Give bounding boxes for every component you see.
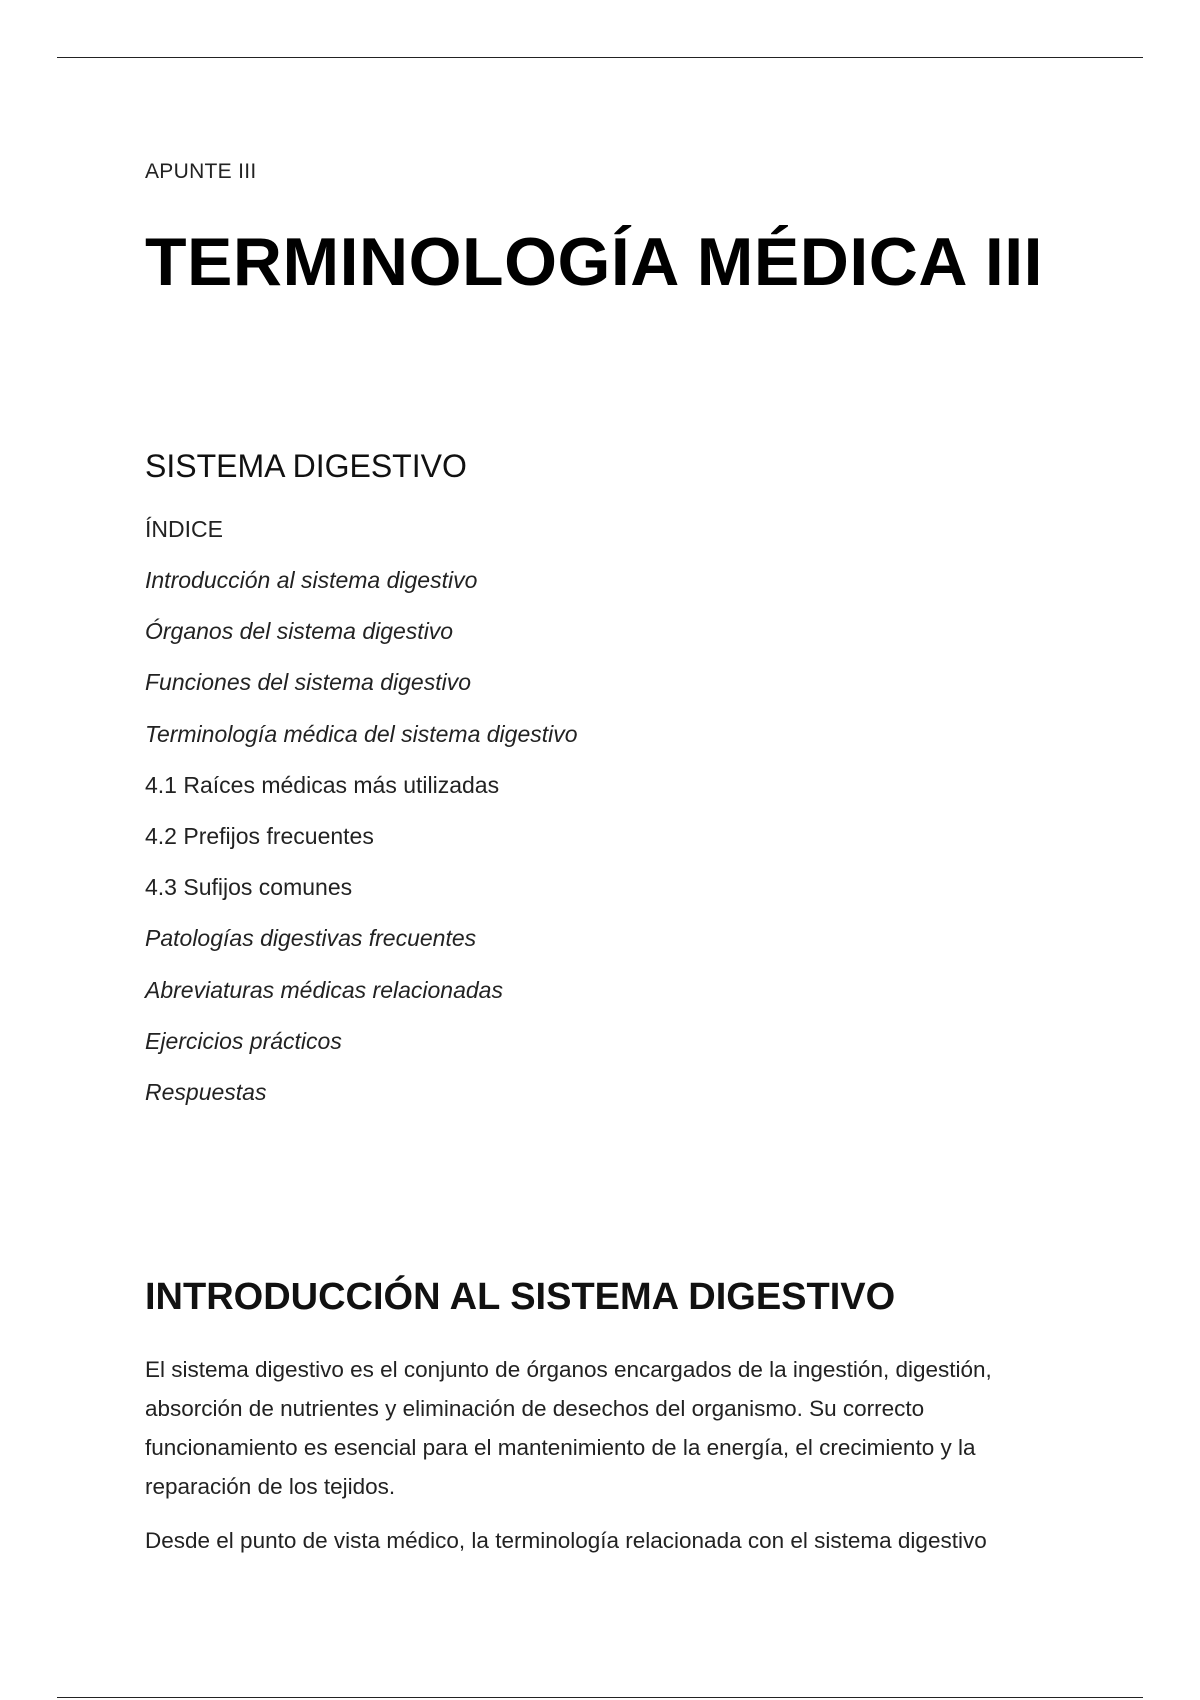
- toc-item[interactable]: Respuestas: [145, 1078, 267, 1105]
- index-heading: ÍNDICE: [145, 516, 223, 542]
- body-paragraph: El sistema digestivo es el conjunto de órganos encargados de la ingestión, digestión, absorción de nutrientes y eliminación de desechos del organismo. Su correcto funcionamiento es esencial para el mantenimiento de la energía, el crecimiento y la reparación de los tejidos.: [145, 1357, 992, 1499]
- bottom-rule: [57, 1697, 1143, 1698]
- toc-item[interactable]: Terminología médica del sistema digestivo: [145, 720, 578, 747]
- section-heading: INTRODUCCIÓN AL SISTEMA DIGESTIVO: [145, 1276, 896, 1318]
- table-of-contents: [145, 555, 578, 1118]
- toc-item[interactable]: Órganos del sistema digestivo: [145, 618, 454, 645]
- document-kicker: APUNTE III: [145, 160, 257, 183]
- toc-item[interactable]: 4.2 Prefijos frecuentes: [145, 822, 374, 849]
- document-subtitle: SISTEMA DIGESTIVO: [145, 448, 467, 484]
- document-title: TERMINOLOGÍA MÉDICA III: [145, 224, 1043, 300]
- toc-item[interactable]: Ejercicios prácticos: [145, 1027, 342, 1054]
- toc-item[interactable]: 4.3 Sufijos comunes: [145, 874, 353, 901]
- body-paragraph: Desde el punto de vista médico, la terminología relacionada con el sistema digestivo: [145, 1528, 987, 1553]
- toc-item[interactable]: Patologías digestivas frecuentes: [145, 925, 477, 952]
- toc-item[interactable]: 4.1 Raíces médicas más utilizadas: [145, 771, 500, 798]
- toc-item[interactable]: Abreviaturas médicas relacionadas: [145, 976, 503, 1003]
- top-rule: [57, 57, 1143, 58]
- toc-item[interactable]: Introducción al sistema digestivo: [145, 567, 478, 593]
- toc-item[interactable]: Funciones del sistema digestivo: [145, 669, 471, 696]
